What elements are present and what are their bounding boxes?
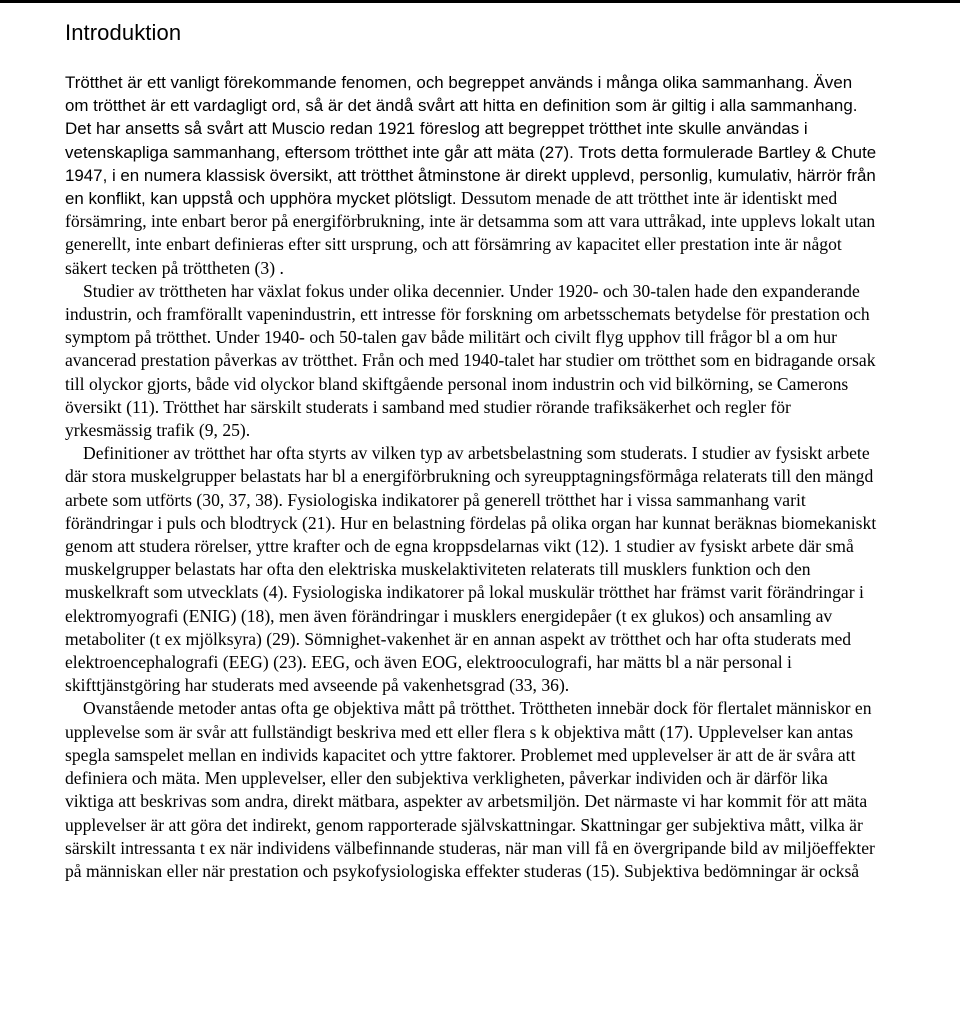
paragraph-3: Definitioner av trötthet har ofta styrts av vilken typ av arbetsbelastning som studerats. I studier av fysiskt arbete där stora muskelgrupper belastats har bl a energiförbrukning och syreupptagningsförmåga relaterats till den mängd arbete som utförts (30, 37, 38). Fysiologiska indikatorer på generell trötthet har i vissa sammanhang varit förändringar i puls och blodtryck (21). Hur en belastning fördelas på olika organ har kunnat beräknas biomekaniskt genom att studera rörelser, yttre krafter och de egna kroppsdelarnas vikt (12). 1 studier av fysiskt arbete där små muskelgrupper belastats har ofta den elektriska muskelaktiviteten relaterats till musklers funktion och den muskelkraft som utvecklats (4). Fysiologiska indikatorer på lokal muskulär trötthet har främst varit förändringar i elektromyografi (ENIG) (18), men även förändringar i musklers energidepåer (t ex glukos) och ansamling av metaboliter (t ex mjölksyra) (29). Sömnighet-vakenhet är en annan aspekt av trötthet och har ofta studerats med elektroencephalografi (EEG) (23). EEG, och även EOG, elektrooculografi, har mätts bl a när personal i skifttjänstgöring har studerats med avseende på vakenhetsgrad (33, 36).: [65, 443, 877, 696]
top-border: [0, 0, 960, 3]
paragraph-4: Ovanstående metoder antas ofta ge objektiva mått på trötthet. Tröttheten innebär dock för flertalet människor en upplevelse som är svår att fullständigt beskriva med ett eller flera s k objektiva mått (17). Upplevelser kan antas spegla samspelet mellan en individs kapacitet och yttre faktorer. Problemet med upplevelser är att de är svåra att definiera och mäta. Men upplevelser, eller den subjektiva verkligheten, påverkar individen och är därför lika viktiga att beskrivas som andra, direkt mätbara, aspekter av arbetsmiljön. Det närmaste vi har kommit för att mäta upplevelser är att göra det indirekt, genom rapporterade självskattningar. Skattningar ger subjektiva mått, vilka är särskilt intressanta t ex när individens välbefinnande studeras, när man vill få en övergripande bild av miljöeffekter på människan eller när prestation och psykofysiologiska effekter studeras (15). Subjektiva bedömningar är också: [65, 698, 875, 881]
paragraph-2: Studier av tröttheten har växlat fokus under olika decennier. Under 1920- och 30-talen hade den expanderande industrin, och framförallt vapenindustrin, ett intresse för forskning om arbetsschemats betydelse för prestation och symptom på trötthet. Under 1940- och 50-talen gav både militärt och civilt flyg upphov till frågor bl a om hur avancerad prestation påverkas av trötthet. Från och med 1940-talet har studier om trötthet som en bidragande orsak till olyckor gjorts, både vid olyckor bland skiftgående personal inom industrin och vid bilkörning, se Camerons översikt (11). Trötthet har särskilt studerats i samband med studier rörande trafiksäkerhet och regler för yrkesmässig trafik (9, 25).: [65, 280, 876, 441]
paragraph-1-sans-part: Trötthet är ett vanligt förekommande fenomen, och begreppet används i många olika sammanhang. Även om trötthet är ett vardagligt ord, så är det ändå svårt att hitta en definition som är giltig i alla sammanhang. Det har ansetts så svårt att Muscio redan 1921 föreslog att begreppet trötthet inte skulle användas i vetenskapliga sammanhang, eftersom trötthet inte går att mäta (27). Trots detta formulerade Bartley & Chute 1947, i en numera klassisk översikt, att trötthet åtminstone är direkt upplevd, personlig, kumulativ, härrör från en konflikt, kan uppstå och upphöra mycket plötsligt.: [65, 73, 877, 209]
paragraph-1-serif-part: Dessutom menade de att trötthet inte är identiskt med försämring, inte enbart beror på energiförbrukning, inte är detsamma som att vara uttråkad, inte upplevs lokalt utan generellt, inte enbart definieras efter sitt ursprung, och att försämring av kapacitet eller prestation inte är något säkert tecken på tröttheten (3) .: [65, 188, 876, 278]
body-text: [65, 71, 880, 883]
paragraph-1: [65, 71, 880, 280]
section-title: Introduktion: [65, 20, 182, 45]
document-page: [65, 18, 880, 883]
